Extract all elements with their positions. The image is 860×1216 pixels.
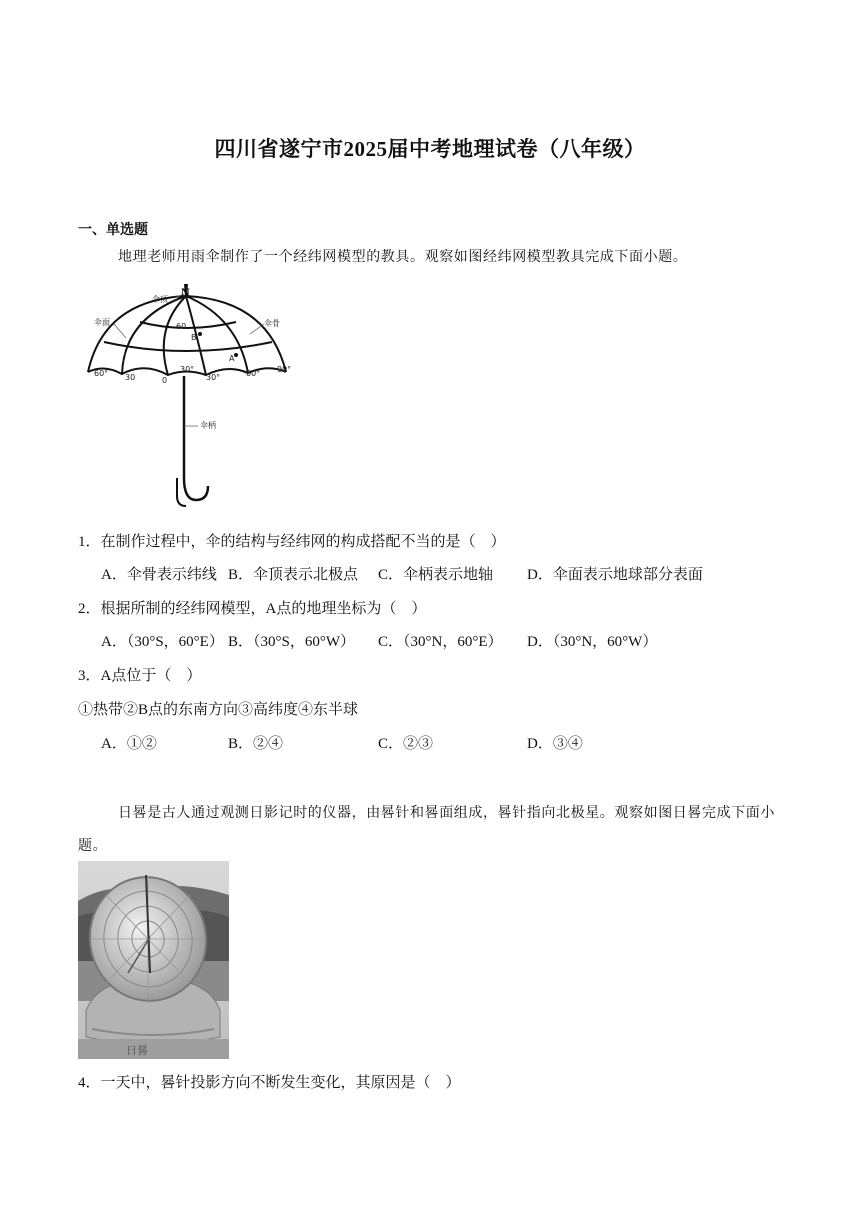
q1-option-d[interactable]: D．伞面表示地球部分表面	[527, 567, 703, 583]
question-3: 3．A点位于（ ）	[78, 668, 202, 684]
q3-option-d[interactable]: D．③④	[527, 736, 583, 752]
sundial-inscription: 日晷	[126, 1044, 148, 1057]
question-1: 1．在制作过程中，伞的结构与经纬网的构成搭配不当的是（ ）	[78, 534, 506, 550]
q2-option-b[interactable]: B．（30°S，60°W）	[228, 634, 356, 650]
lon-60e-label: 60°	[246, 369, 261, 378]
lon-0-label: 0	[162, 376, 168, 385]
point-a-label: A	[229, 354, 235, 363]
lon-90e-label: 90°	[277, 365, 292, 374]
lon-30e-label: 30°	[206, 373, 221, 382]
lon-30w-label: 30	[125, 373, 136, 382]
lat30-label: 30°	[180, 365, 195, 374]
surface-label: 伞面	[94, 318, 110, 327]
question-3-statements: ①热带②B点的东南方向③高纬度④东半球	[78, 702, 359, 718]
handle-label: 伞柄	[200, 421, 216, 430]
q2-option-d[interactable]: D．（30°N，60°W）	[527, 634, 658, 650]
question-4: 4．一天中，晷针投影方向不断发生变化，其原因是（ ）	[78, 1075, 461, 1091]
umbrella-graticule-figure	[78, 282, 296, 514]
section-heading: 一、单选题	[78, 223, 148, 238]
intro-text-2: 日晷是古人通过观测日影记时的仪器，由晷针和晷面组成，晷针指向北极星。观察如图日晷完成下面小题。	[78, 806, 775, 854]
lat60-label: 60	[176, 322, 187, 331]
point-b-label: B	[191, 333, 197, 342]
q2-option-a[interactable]: A．（30°S，60°E）	[101, 634, 224, 650]
q1-option-a[interactable]: A．伞骨表示纬线	[101, 567, 217, 583]
sundial-photo	[78, 861, 229, 1059]
top-label: 伞顶	[152, 295, 168, 304]
intro-text-1: 地理老师用雨伞制作了一个经纬网模型的教具。观察如图经纬网模型教具完成下面小题。	[118, 250, 688, 265]
q3-option-b[interactable]: B．②④	[228, 736, 284, 752]
q3-option-a[interactable]: A．①②	[101, 736, 157, 752]
page-title: 四川省遂宁市2025届中考地理试卷（八年级）	[214, 137, 646, 161]
question-2: 2．根据所制的经纬网模型，A点的地理坐标为（ ）	[78, 601, 427, 617]
rib-label: 伞骨	[264, 319, 280, 328]
q3-option-c[interactable]: C．②③	[378, 736, 434, 752]
q2-option-c[interactable]: C．（30°N，60°E）	[378, 634, 503, 650]
lon-60w-label: 60°	[94, 369, 109, 378]
north-label: N	[181, 285, 190, 299]
q1-option-c[interactable]: C．伞柄表示地轴	[378, 567, 494, 583]
q1-option-b[interactable]: B．伞顶表示北极点	[228, 567, 359, 583]
